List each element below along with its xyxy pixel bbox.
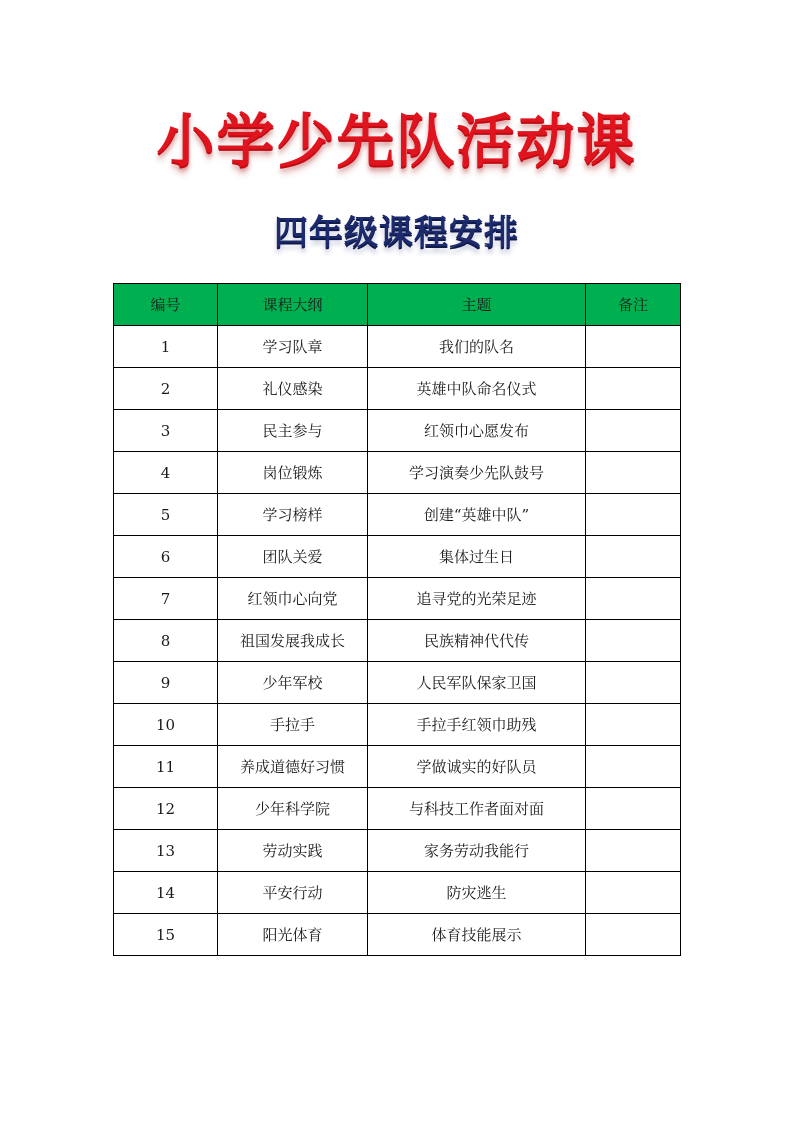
header-number: 编号	[114, 284, 218, 326]
cell-theme: 家务劳动我能行	[368, 830, 586, 872]
header-note: 备注	[586, 284, 681, 326]
cell-note	[586, 746, 681, 788]
table-row	[114, 662, 681, 704]
cell-note	[586, 914, 681, 956]
cell-note	[586, 788, 681, 830]
cell-number: 10	[114, 704, 218, 746]
page-subtitle: 四年级课程安排	[274, 213, 519, 253]
cell-theme: 人民军队保家卫国	[368, 662, 586, 704]
cell-number: 6	[114, 536, 218, 578]
cell-outline: 祖国发展我成长	[218, 620, 368, 662]
cell-note	[586, 410, 681, 452]
cell-note	[586, 872, 681, 914]
header-theme: 主题	[368, 284, 586, 326]
table-row	[114, 746, 681, 788]
cell-number: 15	[114, 914, 218, 956]
cell-number: 9	[114, 662, 218, 704]
cell-theme: 民族精神代代传	[368, 620, 586, 662]
cell-theme: 我们的队名	[368, 326, 586, 368]
cell-note	[586, 620, 681, 662]
cell-number: 3	[114, 410, 218, 452]
cell-outline: 学习队章	[218, 326, 368, 368]
cell-note	[586, 536, 681, 578]
cell-outline: 手拉手	[218, 704, 368, 746]
page-title: 小学少先队活动课	[156, 107, 637, 175]
cell-theme: 集体过生日	[368, 536, 586, 578]
table-row	[114, 452, 681, 494]
cell-number: 5	[114, 494, 218, 536]
table-row	[114, 704, 681, 746]
table-row	[114, 410, 681, 452]
cell-note	[586, 578, 681, 620]
table-row	[114, 830, 681, 872]
cell-number: 2	[114, 368, 218, 410]
cell-theme: 红领巾心愿发布	[368, 410, 586, 452]
header-outline: 课程大纲	[218, 284, 368, 326]
cell-number: 11	[114, 746, 218, 788]
cell-theme: 防灾逃生	[368, 872, 586, 914]
cell-note	[586, 368, 681, 410]
cell-note	[586, 326, 681, 368]
cell-outline: 养成道德好习惯	[218, 746, 368, 788]
cell-theme: 体育技能展示	[368, 914, 586, 956]
cell-number: 14	[114, 872, 218, 914]
cell-theme: 学做诚实的好队员	[368, 746, 586, 788]
table-row	[114, 536, 681, 578]
cell-note	[586, 704, 681, 746]
course-schedule-table	[113, 283, 681, 956]
table-row	[114, 620, 681, 662]
cell-outline: 少年军校	[218, 662, 368, 704]
table-row	[114, 788, 681, 830]
cell-number: 4	[114, 452, 218, 494]
table-header-row	[114, 284, 681, 326]
table-row	[114, 494, 681, 536]
cell-outline: 红领巾心向党	[218, 578, 368, 620]
cell-theme: 英雄中队命名仪式	[368, 368, 586, 410]
cell-number: 12	[114, 788, 218, 830]
table-row	[114, 368, 681, 410]
cell-note	[586, 830, 681, 872]
table-row	[114, 914, 681, 956]
table-row	[114, 578, 681, 620]
cell-note	[586, 452, 681, 494]
cell-theme: 与科技工作者面对面	[368, 788, 586, 830]
cell-theme: 追寻党的光荣足迹	[368, 578, 586, 620]
cell-outline: 岗位锻炼	[218, 452, 368, 494]
cell-number: 13	[114, 830, 218, 872]
cell-theme: 学习演奏少先队鼓号	[368, 452, 586, 494]
cell-note	[586, 662, 681, 704]
cell-outline: 阳光体育	[218, 914, 368, 956]
cell-outline: 劳动实践	[218, 830, 368, 872]
cell-outline: 平安行动	[218, 872, 368, 914]
cell-number: 8	[114, 620, 218, 662]
cell-outline: 团队关爱	[218, 536, 368, 578]
cell-theme: 创建“英雄中队”	[368, 494, 586, 536]
cell-number: 7	[114, 578, 218, 620]
cell-outline: 少年科学院	[218, 788, 368, 830]
cell-outline: 学习榜样	[218, 494, 368, 536]
table-row	[114, 326, 681, 368]
cell-outline: 民主参与	[218, 410, 368, 452]
cell-outline: 礼仪感染	[218, 368, 368, 410]
cell-theme: 手拉手红领巾助残	[368, 704, 586, 746]
cell-number: 1	[114, 326, 218, 368]
cell-note	[586, 494, 681, 536]
table-row	[114, 872, 681, 914]
